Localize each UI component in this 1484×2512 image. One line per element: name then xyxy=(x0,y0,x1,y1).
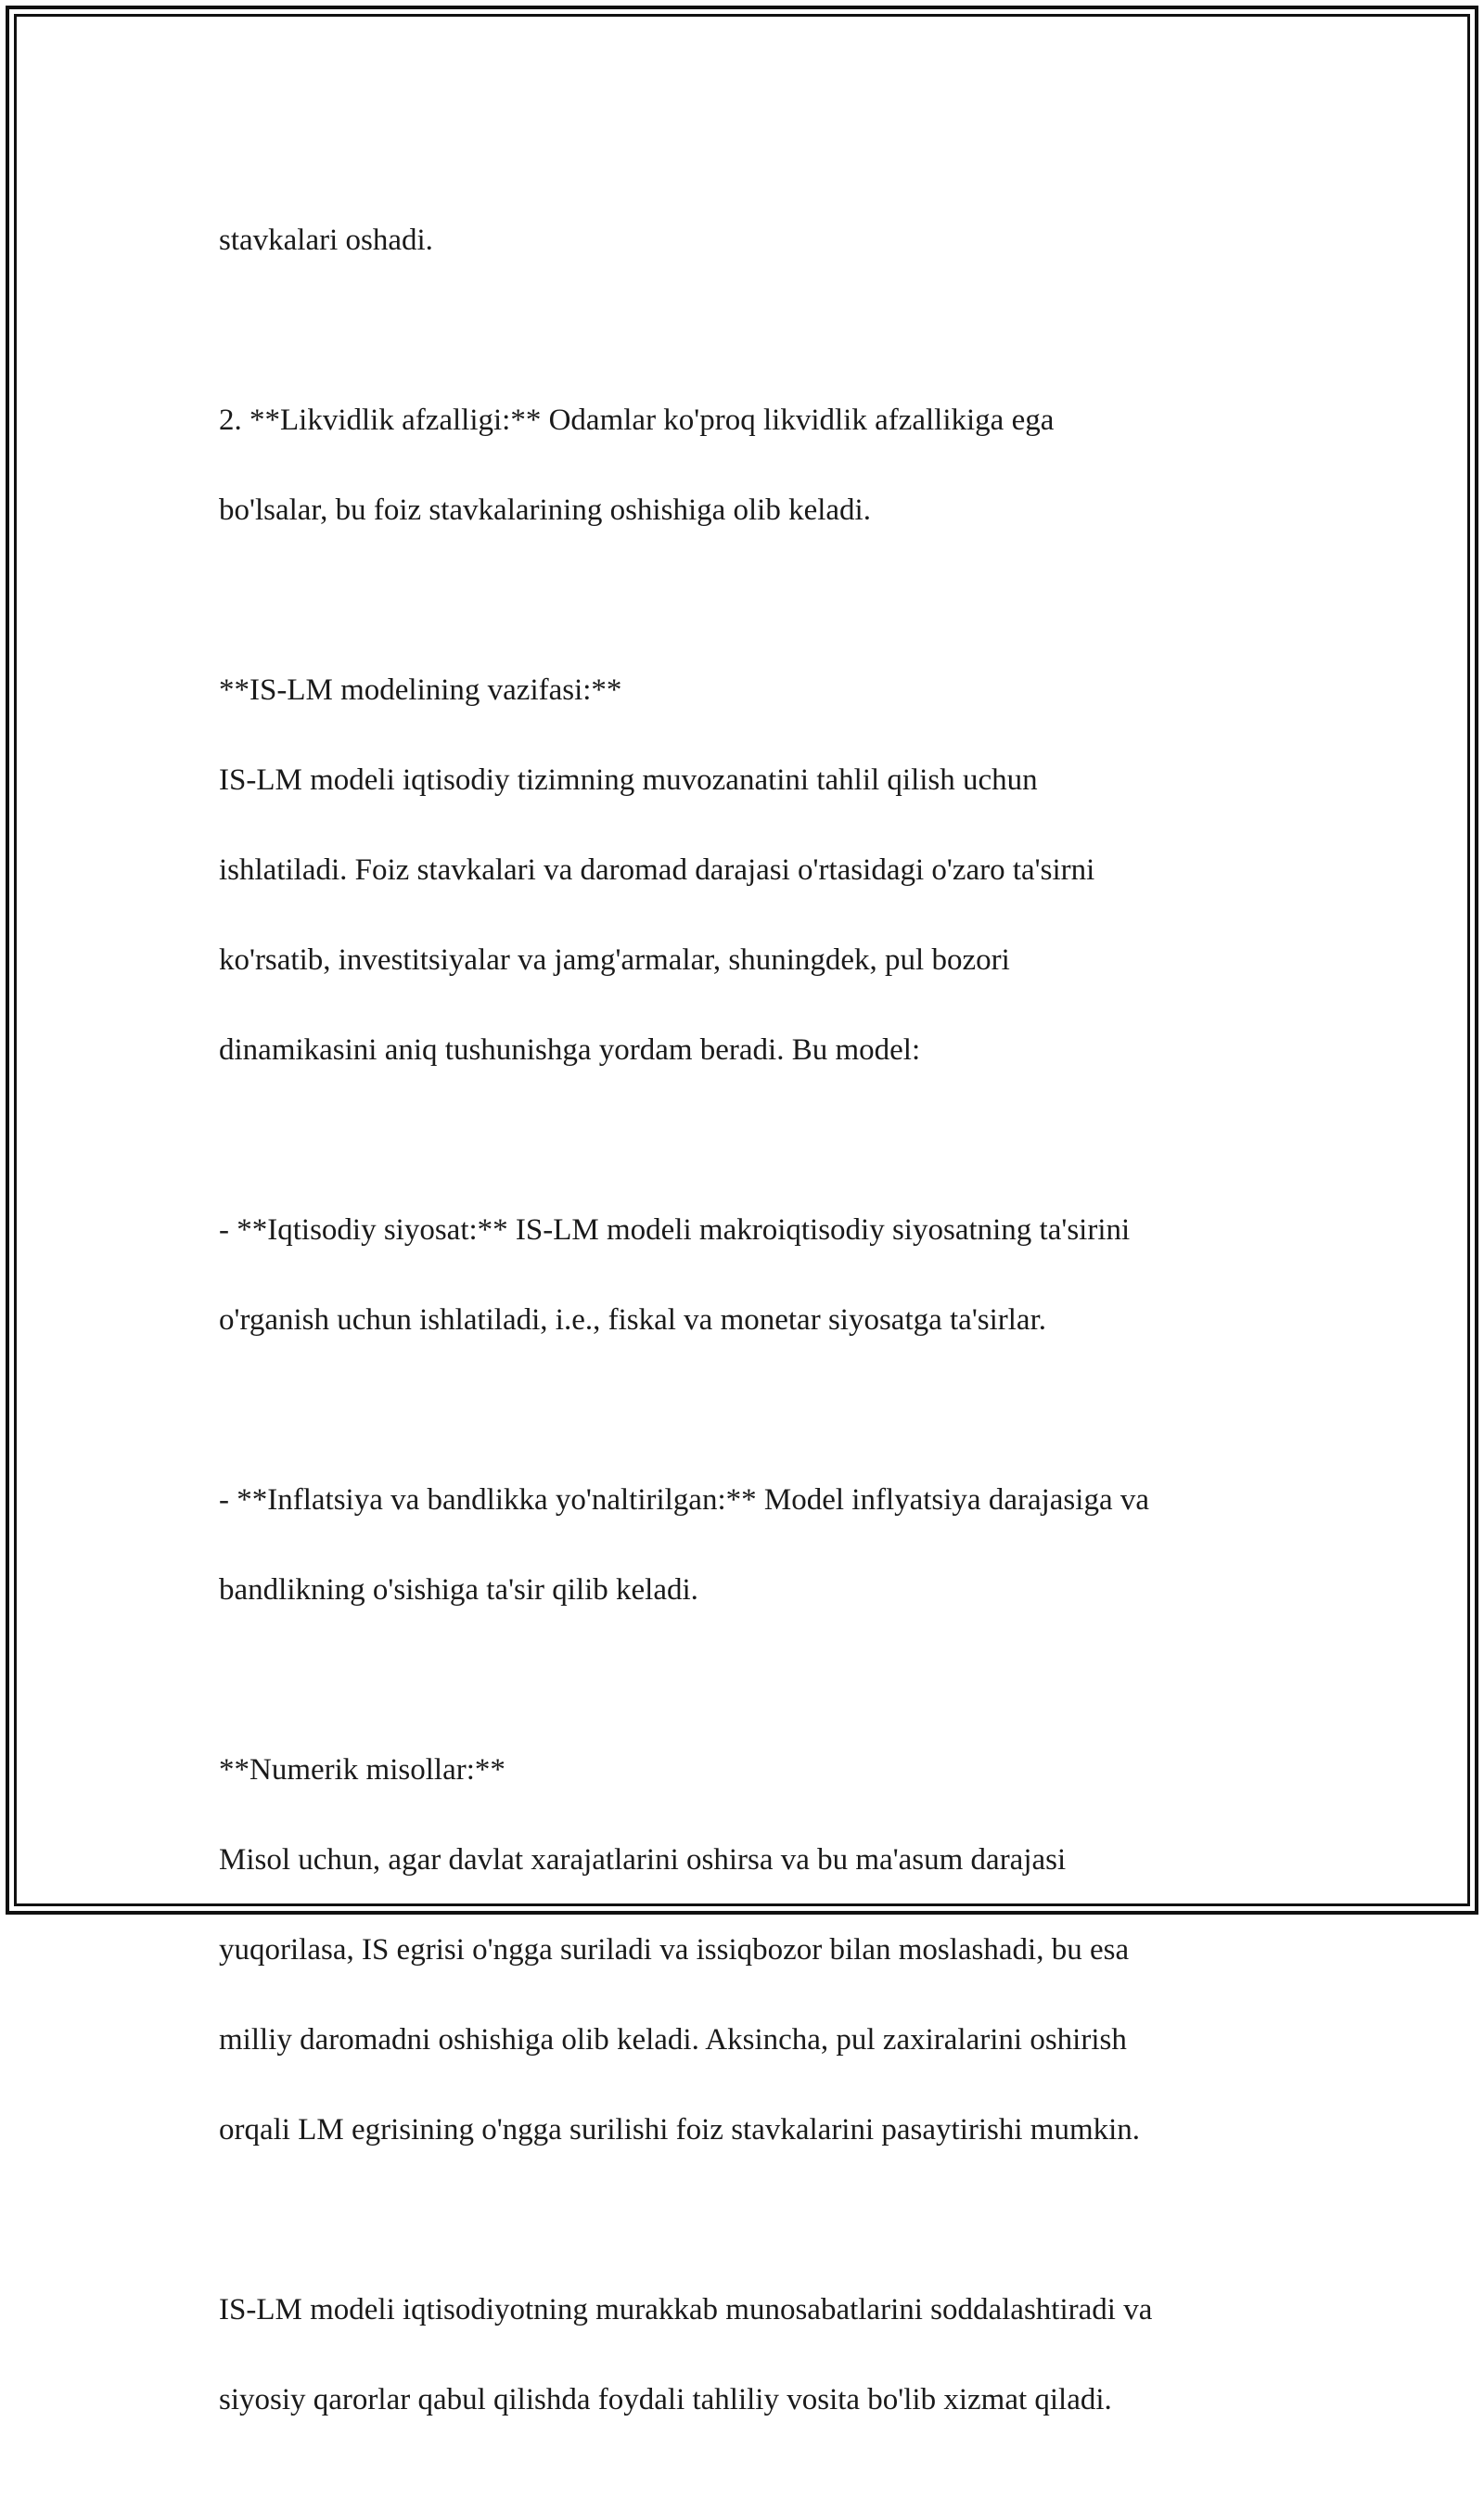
text-line: IS-LM modeli iqtisodiy tizimning muvozanatini tahlil qilish uchun xyxy=(219,763,1038,797)
paragraph-islm-purpose xyxy=(219,622,1267,1118)
text-line: ko'rsatib, investitsiyalar va jamg'armalar, shuningdek, pul bozori xyxy=(219,942,1010,977)
text-line: bandlikning o'sishiga ta'sir qilib keladi. xyxy=(219,1572,698,1607)
bullet-inflation-employment xyxy=(219,1432,1267,1658)
text-line: Misol uchun, agar davlat xarajatlarini oshirsa va bu ma'asum darajasi xyxy=(219,1842,1067,1877)
text-line: orqali LM egrisining o'ngga surilishi foiz stavkalarini pasaytirishi mumkin. xyxy=(219,2112,1141,2147)
paragraph-conclusion xyxy=(219,2242,1267,2467)
text-line: ishlatiladi. Foiz stavkalari va daromad darajasi o'rtasidagi o'zaro ta'sirni xyxy=(219,852,1095,887)
text-line: - **Inflatsiya va bandlikka yo'naltirilgan:** Model inflyatsiya darajasiga va xyxy=(219,1482,1149,1517)
text-line: stavkalari oshadi. xyxy=(219,223,433,257)
text-line: siyosiy qarorlar qabul qilishda foydali tahliliy vosita bo'lib xizmat qiladi. xyxy=(219,2382,1112,2416)
section-heading: **IS-LM modelining vazifasi:** xyxy=(219,673,622,707)
text-line: bo'lsalar, bu foiz stavkalarining oshishiga olib keladi. xyxy=(219,493,871,527)
text-line: - **Iqtisodiy siyosat:** IS-LM modeli makroiqtisodiy siyosatning ta'sirini xyxy=(219,1212,1131,1247)
document-body xyxy=(219,173,1267,2512)
text-line: o'rganish uchun ishlatiladi, i.e., fiskal va monetar siyosatga ta'sirlar. xyxy=(219,1302,1046,1337)
text-line: IS-LM modeli iqtisodiyotning murakkab munosabatlarini soddalashtiradi va xyxy=(219,2292,1153,2326)
text-line: yuqorilasa, IS egrisi o'ngga suriladi va issiqbozor bilan moslashadi, bu esa xyxy=(219,1932,1130,1967)
paragraph-liquidity-preference xyxy=(219,352,1267,578)
text-line: milliy daromadni oshishiga olib keladi. Aksincha, pul zaxiralarini oshirish xyxy=(219,2022,1127,2057)
paragraph-numeric-examples xyxy=(219,1702,1267,2198)
text-line: dinamikasini aniq tushunishga yordam beradi. Bu model: xyxy=(219,1032,921,1067)
text-line: 2. **Likvidlik afzalligi:** Odamlar ko'proq likvidlik afzallikiga ega xyxy=(219,403,1055,437)
bullet-economic-policy xyxy=(219,1162,1267,1388)
section-heading: **Numerik misollar:** xyxy=(219,1752,505,1787)
paragraph-continuation xyxy=(219,173,1267,308)
